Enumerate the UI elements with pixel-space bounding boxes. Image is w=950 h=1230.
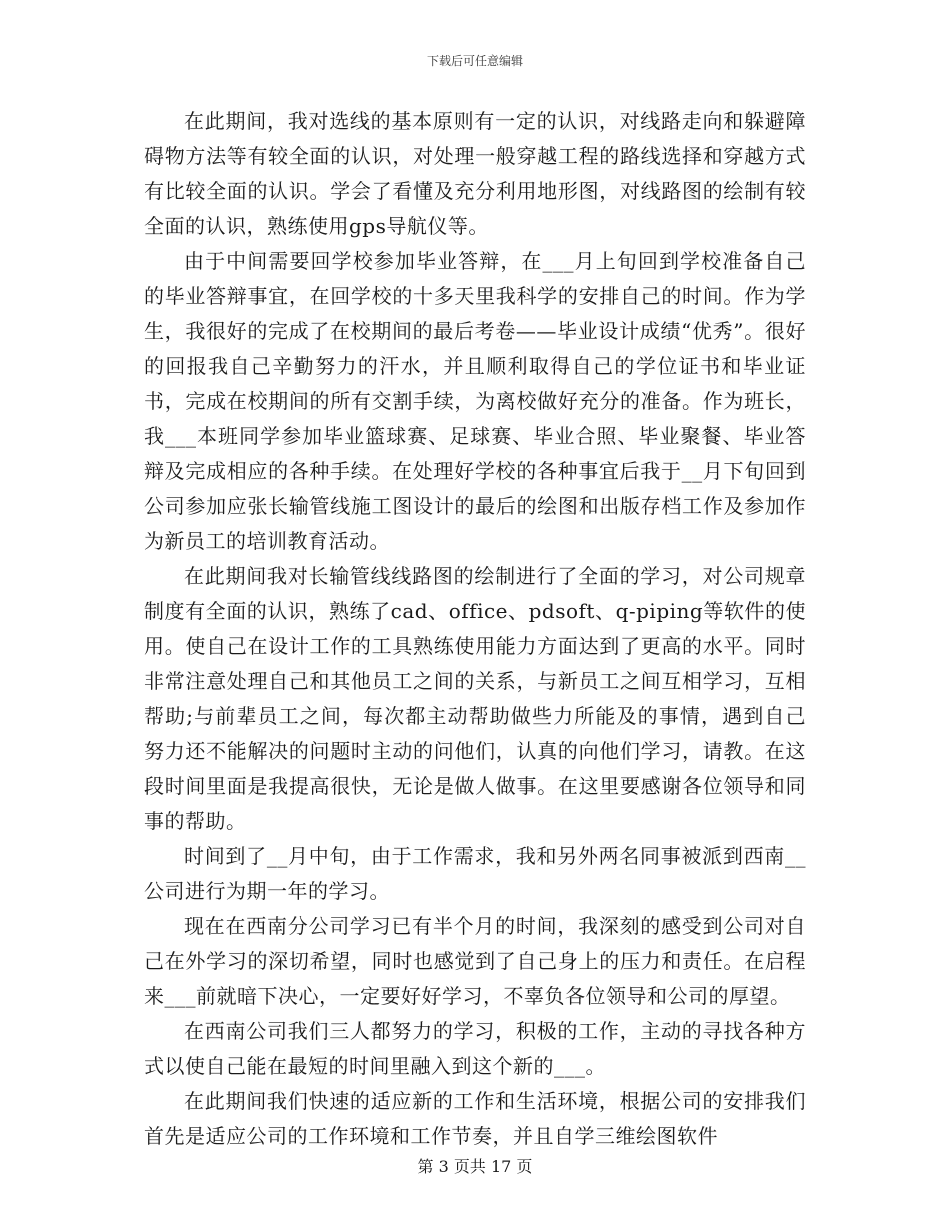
page-number: 第 3 页共 17 页 <box>417 1157 533 1176</box>
paragraph-3: 在此期间我对长输管线线路图的绘制进行了全面的学习，对公司规章制度有全面的认识，熟练了cad、office、pdsoft、q-piping等软件的使用。使自己在设计工作的工具熟练使用能力方面达到了更高的水平。同时非常注意处理自己和其他员工之间的关系，与新员工之间互相学习，互相帮助;与前辈员工之间，每次都主动帮助做些力所能及的事情，遇到自己努力还不能解决的问题时主动的问他们，认真的向他们学习，请教。在这段时间里面是我提高很快，无论是做人做事。在这里要感谢各位领导和同事的帮助。 <box>144 564 806 833</box>
paragraph-1: 在此期间，我对选线的基本原则有一定的认识，对线路走向和躲避障碍物方法等有较全面的认识，对处理一般穿越工程的路线选择和穿越方式有比较全面的认识。学会了看懂及充分利用地形图，对线路图的绘制有较全面的认识，熟练使用gps导航仪等。 <box>144 109 806 238</box>
page-header: 下载后可任意编辑 <box>426 54 523 68</box>
paragraph-7: 在此期间我们快速的适应新的工作和生活环境，根据公司的安排我们首先是适应公司的工作环境和工作节奏，并且自学三维绘图软件 <box>144 1089 806 1148</box>
document-body <box>144 104 806 1154</box>
paragraph-6: 在西南公司我们三人都努力的学习，积极的工作，主动的寻找各种方式以使自己能在最短的时间里融入到这个新的___。 <box>144 1019 806 1078</box>
paragraph-2: 由于中间需要回学校参加毕业答辩，在___月上旬回到学校准备自己的毕业答辩事宜，在回学校的十多天里我科学的安排自己的时间。作为学生，我很好的完成了在校期间的最后考卷——毕业设计成绩“优秀”。很好的回报我自己辛勤努力的汗水，并且顺利取得自己的学位证书和毕业证书，完成在校期间的所有交割手续，为离校做好充分的准备。作为班长，我___本班同学参加毕业篮球赛、足球赛、毕业合照、毕业聚餐、毕业答辩及完成相应的各种手续。在处理好学校的各种事宜后我于__月下旬回到公司参加应张长输管线施工图设计的最后的绘图和出版存档工作及参加作为新员工的培训教育活动。 <box>144 249 806 553</box>
paragraph-4: 时间到了__月中旬，由于工作需求，我和另外两名同事被派到西南__公司进行为期一年的学习。 <box>144 844 806 903</box>
paragraph-5: 现在在西南分公司学习已有半个月的时间，我深刻的感受到公司对自己在外学习的深切希望，同时也感觉到了自己身上的压力和责任。在启程来___前就暗下决心，一定要好好学习，不辜负各位领导和公司的厚望。 <box>144 914 806 1008</box>
